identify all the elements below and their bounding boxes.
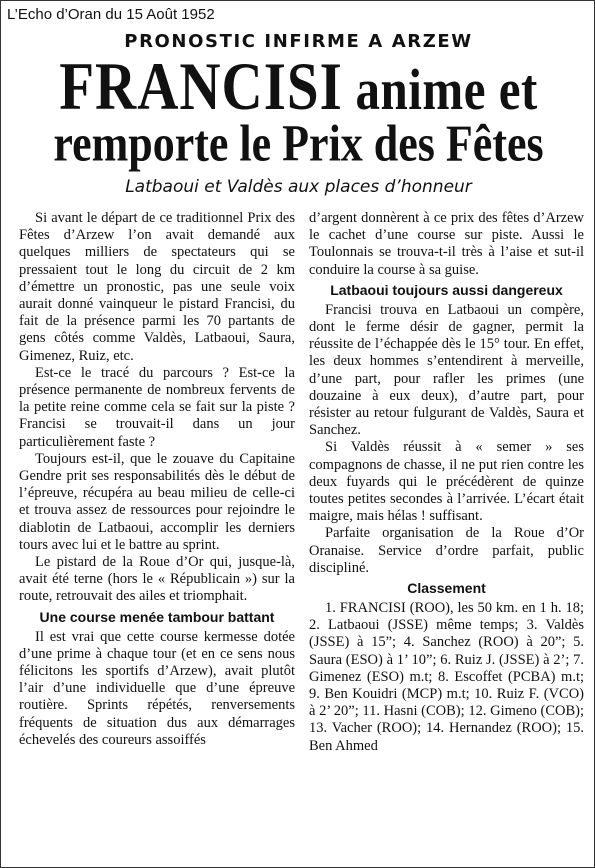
section-heading: Une course menée tambour battant (39, 608, 275, 625)
paragraph: Toujours est-il, que le zouave du Capitaine Gendre prit ses responsabilités dès le début de l’épreuve, récupéra au beau milieu de celle-ci et trouva assez de ressources pour rejoindre le diablotin de Latbaoui, accomplir les derniers tours avec lui et le battre au sprint. (19, 450, 295, 553)
paragraph: Il est vrai que cette course kermesse dotée d’une prime à chaque tour (et en ce sens nous félicitons les sportifs d’Arzew), avait plutôt l’air d’une individuelle que d’une épreuve routière. Sprints répétés, renversements fréquents de situation dus aux démarrages échevelés des coureurs assoiffés (19, 628, 295, 748)
results-heading: Classement (407, 580, 486, 597)
headline-line-2: remporte le Prix des Fêtes (53, 114, 544, 173)
paragraph: Parfaite organisation de la Roue d’Or Oranaise. Service d’ordre parfait, public discipliné. (309, 525, 584, 576)
paragraph: Le pistard de la Roue d’Or qui, jusque-là, avait été terne (hors le « Républicain ») sur la route, retrouvait des ailes et triomphait. (19, 554, 295, 605)
paragraph: Francisi trouva en Latbaoui un compère, dont le ferme désir de gagner, permit la réussite de l’échappée dès le 15° tour. En effet, les deux hommes s’entendirent à merveille, d’une part, pour rafler les primes (une douzaine à eux deux), d’autre part, pour résister au retour fulgurant de Valdès, Saura et Sanchez. (309, 301, 584, 439)
article-column-left (19, 210, 295, 749)
subheadline: Latbaoui et Valdès aux places d’honneur (125, 177, 472, 197)
section-heading: Latbaoui toujours aussi dangereux (330, 281, 563, 298)
paragraph: Est-ce le tracé du parcours ? Est-ce la présence permanente de nombreux fervents de la petite reine comme cela se fait sur la piste ? Francisi se trouvait-il dans un jour particulièrement faste ? (19, 364, 295, 450)
headline-line-1 (1, 50, 595, 125)
headline-name: FRANCISI (59, 50, 343, 125)
paragraph: Si avant le départ de ce traditionnel Prix des Fêtes d’Arzew l’on avait demandé aux quelques milliers de spectateurs qui se pressaient tout le long du circuit de 2 km d’émettre un pronostic, pas une seule voix aurait donné vainqueur le pistard Francisi, du fait de la présence parmi les 70 partants de gens côtés comme Valdès, Latbaoui, Saura, Gimenez, Ruiz, etc. (19, 210, 295, 364)
paragraph: d’argent donnèrent à ce prix des fêtes d’Arzew le cachet d’une course sur piste. Aussi le Toulonnais se trouva-t-il très à l’aise et sut-il conduire la course à sa guise. (309, 210, 584, 278)
article-column-right (309, 210, 584, 755)
source-line: L’Echo d’Oran du 15 Août 1952 (7, 6, 215, 23)
results-list: 1. FRANCISI (ROO), les 50 km. en 1 h. 18; 2. Latbaoui (JSSE) même temps; 3. Valdès (JSSE) à 15”; 4. Sanchez (ROO) à 20”; 5. Saura (ESO) à 1’ 10”; 6. Ruiz J. (JSSE) à 2’; 7. Gimenez (ESO) m.t; 8. Escoffet (PCBA) m.t; 9. Ben Kouidri (MCP) m.t; 10. Ruiz F. (VCO) à 2’ 20”; 11. Hasni (COB); 12. Gimeno (COB); 13. Vacher (ROO); 14. Hernandez (ROO); 15. Ben Ahmed (309, 600, 584, 754)
kicker-headline: PRONOSTIC INFIRME A ARZEW (124, 31, 473, 52)
headline-line-1-rest: anime et (342, 57, 538, 123)
paragraph: Si Valdès réussit à « semer » ses compagnons de chasse, il ne put rien contre les deux fuyards qui le précédèrent de quinze toutes petites secondes à l’arrivée. L’écart était maigre, mais hélas ! suffisant. (309, 439, 584, 525)
